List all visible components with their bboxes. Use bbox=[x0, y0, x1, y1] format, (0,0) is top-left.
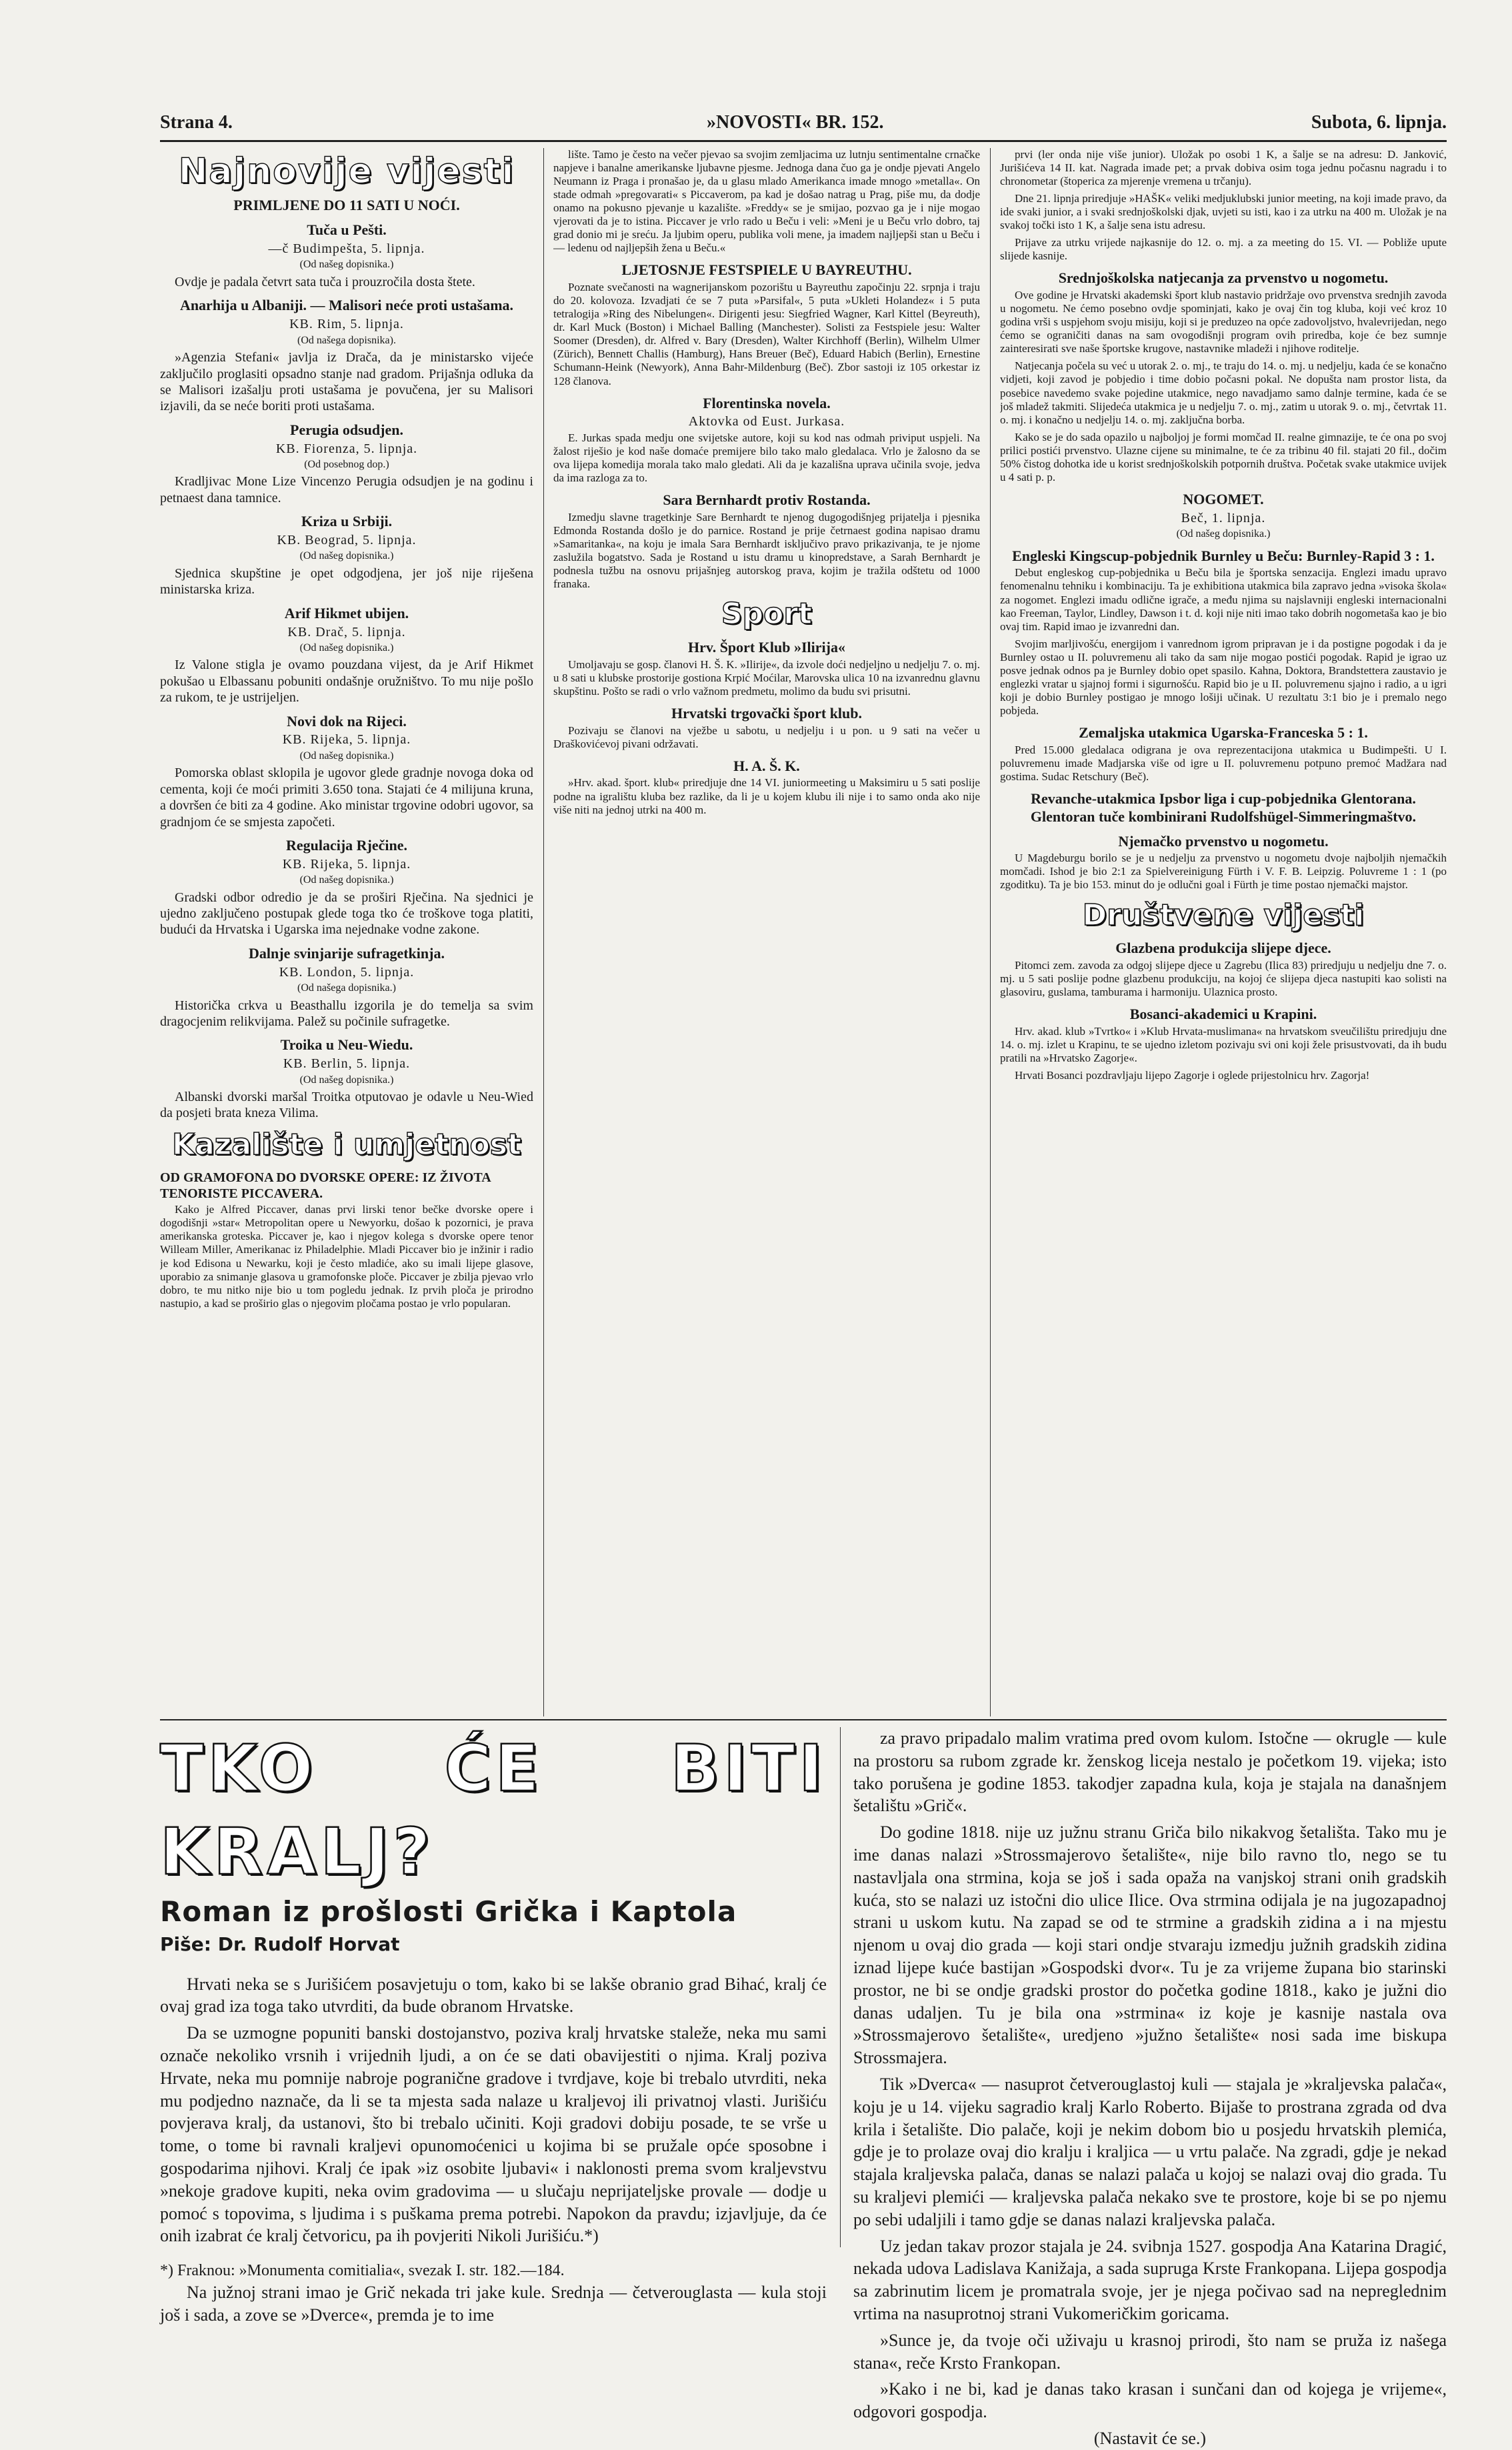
dateline: KB. Fiorenza, 5. lipnja. bbox=[275, 441, 418, 456]
article-text: Hrvati Bosanci pozdravljaju lijepo Zagorje i oglede prijestolnicu hrv. Zagorja! bbox=[1015, 1069, 1370, 1082]
article-text: Pomorska oblast sklopila je ugovor glede gradnje novoga doka od cementa, koji će moći primiti 3.650 tona. Stajati će 4 milijuna kruna, a dovršen će biti za 4 godine. Ako ministar trgovine odobri ugovor, sa gradnjom će se smjesta započeti. bbox=[160, 766, 533, 830]
article-text: Umoljavaju se gosp. članovi H. Š. K. »Ilirije«, da izvole doći nedjeljno u nedjelju 7. o. mj. u 8 sati u klubske prostorije gostiona Krpić Moćilar, Marovska ulica 10 na izvanrednu glavnu skupštinu. Pošto se radi o vrlo važnom predmetu, molimo da budu svi prisutni. bbox=[553, 658, 980, 698]
article-text: Albanski dvorski maršal Troitka otputovao je odavle u Neu-Wied da posjeti brata kneza Vilima. bbox=[160, 1090, 533, 1121]
column-1 bbox=[160, 148, 533, 1716]
serial-paragraph: »Kako i ne bi, kad je danas tako krasan i sunčani dan od kojega je vrijeme«, odgovori gospodja. bbox=[853, 2379, 1447, 2422]
article-text: Ove godine je Hrvatski akademski šport klub nastavio pridržaje ovo prvenstva srednjih zavoda u nogometu. Ne ćemo posebno ovdje spominjati, kako je ovaj čin tog kluba, koji već kroz 10 godina vrši s uspjehom svoju misiju, koji si je preduzeo na opće zadovoljstvo, hvalevrijedan, nego ćemo se ograničiti danas na sam ovogodišnji program ovih priredba, koje će bez sumnje zainteresirati sve naše športske krugove, nastavnike mladeži i njihove roditelje. bbox=[1000, 289, 1447, 355]
source-note: (Od našeg dopisnika.) bbox=[299, 750, 394, 762]
article-title: Njemačko prvenstvo u nogometu. bbox=[1118, 832, 1329, 850]
article-title: Revanche-utakmica Ipsbor liga i cup-pobjednika Glentorana. Glentoran tuče kombinirani Rudolfshügel-Simmeringmaštvo. bbox=[1030, 790, 1417, 825]
column-3 bbox=[1000, 148, 1447, 1716]
page-header bbox=[160, 107, 1447, 142]
serial-subtitle: Roman iz prošlosti Grička i Kaptola bbox=[160, 1895, 737, 1928]
article-title: Kriza u Srbiji. bbox=[301, 513, 393, 530]
article-text: Dne 21. lipnja priredjuje »HAŠK« veliki medjuklubski junior meeting, na koji imade pravo, da ide svaki junior, a i svaki srednjoškolski djak, uvjeti su isti, kao i za utrku na 400 m. Uložak je na svakoj točki isto 1 K, a šalje sena istu adresu. bbox=[1000, 192, 1447, 232]
dateline: KB. Rim, 5. lipnja. bbox=[289, 317, 404, 332]
column-rule bbox=[543, 148, 544, 1716]
article-text: Poznate svečanosti na wagnerijanskom pozorištu u Bayreuthu započinju 22. srpnja i traju do 20. kolovoza. Izvadjati će se 7 puta »Parsifal«, 5 puta »Ukleti Holandez« i 5 puta tetralogija »Ring des Nibelungen«. Dirigenti jesu: Siegfried Wagner, Karl Kittel (Beyreuth), dr. Karl Muck (Boston) i Michael Balling (Manchester). Solisti za Festspiele jesu: Walter Soomer (Dresden), dr. Alfred v. Bary (Dresden), Walter Kirchhoff (Berlin), Wilhelm Ulmer (Zürich), Bennett Challis (Hamburg), Hans Breuer (Beč), Eduard Habich (Berlin), Ernestine Schumann-Heink (Newyork), Anna Bahr-Mildenburg (Beč). Zbor sastoji iz 105 orkestar iz 128 članova. bbox=[553, 281, 980, 387]
serial-paragraph: za pravo pripadalo malim vratima pred ovom kulom. Istočne — okrugle — kule na prostoru sa rubom zgrade kr. ženskog liceja nestalo je početkom 19. vijeka; isto tako porušena je godine 1853. takodjer zapadna kula, koja je stajala na današnjem šetalištu »Grič«. bbox=[853, 1728, 1447, 1816]
dateline: —č Budimpešta, 5. lipnja. bbox=[268, 241, 425, 257]
article-text: Izmedju slavne tragetkinje Sare Bernhardt te njenog dugogodišnjeg prijatelja i pjesnika Edmonda Rostanda došlo je do parnice. Rostand je prije četrnaest godina napisao dramu »Samaritanka«, na koju je imala Sara Bernhardt isključivo pravo prikazivanja, te je njome zaslužila bogatstvo. Sada je Rostand u istu dramu u kinopredstave, a Sarah Bernhardt je podnesla tužbu na osnovu prijašnjeg autorskog prava, kojim je tražila odštetu od 1000 franaka. bbox=[553, 510, 980, 591]
article-text: Pozivaju se članovi na vježbe u sabotu, u nedjelju i u pon. u 9 sati na večer u Draškovićevoj pivani održavati. bbox=[553, 724, 980, 750]
serial-title: TKO ĆE BITI KRALJ? bbox=[160, 1731, 827, 1889]
section-title-news: Najnovije vijesti bbox=[178, 151, 515, 191]
article-text: Historička crkva u Beasthallu izgorila je do temelja sa svim dragocjenim relikvijama. Palež su počinile sufragetke. bbox=[160, 998, 533, 1029]
article-title: OD GRAMOFONA DO DVORSKE OPERE: IZ ŽIVOTA TENORISTE PICCAVERA. bbox=[160, 1170, 491, 1201]
article-text: U Magdeburgu borilo se je u nedjelju za prvenstvo u nogometu dvoje najboljih njemačkih momčadi. Ishod je bio 2:1 za Spielvereinigung Fürth i V. F. B. Leipzig. Poluvreme 1 : 1 (po zgoditku). Ta je bio 153. minut do je odlučni goal i Fürth je time postao njemački majstor. bbox=[1000, 852, 1447, 892]
article-text: Sjednica skupštine je opet odgodjena, jer još nije riješena ministarska kriza. bbox=[160, 565, 533, 597]
article-text: Hrv. akad. klub »Tvrtko« i »Klub Hrvata-muslimana« na hrvatskom sveučilištu priredjuju dne 14. o. mj. izlet u Krapinu, te se ujedno izletom pozivaju svi oni koji žele prisustvovati, da ih budu pratili na »Hrvatsko Zagorje«. bbox=[1000, 1025, 1447, 1065]
serial-left-column bbox=[160, 1727, 827, 2331]
serial-novel bbox=[160, 1727, 1447, 2448]
article-subtitle: Aktovka od Eust. Jurkasa. bbox=[688, 414, 845, 429]
source-note: (Od našeg dopisnika.) bbox=[299, 259, 394, 271]
source-note: (Od našeg dopisnika.) bbox=[299, 550, 394, 562]
section-title-society: Društvene vijesti bbox=[1082, 898, 1365, 932]
serial-author: Piše: Dr. Rudolf Horvat bbox=[160, 1933, 400, 1956]
article-text: prvi (ler onda nije više junior). Uložak po osobi 1 K, a šalje se na adresu: D. Janković, Jurišićeva 14 II. kat. Nagrada imade pet; a prvak dobiva osim toga jednu počasnu nagradu i to chronometar (štoperica za mjerenje vremena u trčanju). bbox=[1000, 148, 1447, 188]
article-title: Dalnje svinjarije sufragetkinja. bbox=[249, 944, 445, 962]
article-text: Kako je Alfred Piccaver, danas prvi lirski tenor bečke dvorske opere i dogodišnji »star« Metropolitan opere u Newyorku, došao k pozornici, je prava amerikanska groteska. Piccaver je, kao i njegov kolega s dvorske opere tenor Willeam Miller, Amerikanac iz Philadelphie. Mladi Piccaver bio je inžinir i radio je kod Edisona u Newarku, koji je često mladiće, ako su imali lijepe glasove, uporabio za snimanje glasova u gramofonske ploče. Piccaver je zbilja pjevao vrlo dobro, te mu nitko nije bio u tom pogledu jednak. Iz prvih ploča je prirodno nastupio, a kad se proširio glas o njegovim pločama postao je vrlo popularan. bbox=[160, 1203, 533, 1310]
source-note: (Od našega dopisnika). bbox=[297, 334, 396, 346]
dateline: Beč, 1. lipnja. bbox=[1181, 510, 1266, 525]
article-title: Sara Bernhardt protiv Rostanda. bbox=[663, 491, 871, 508]
article-title: Anarhija u Albaniji. — Malisori neće proti ustašama. bbox=[179, 297, 514, 314]
source-note: (Od posebnog dop.) bbox=[304, 458, 389, 470]
article-text: Ovdje je padala četvrt sata tuča i prouzročila dosta štete. bbox=[175, 275, 475, 289]
section-title-sport: Sport bbox=[721, 597, 813, 632]
serial-right-column bbox=[853, 1727, 1447, 2450]
serial-paragraph: Do godine 1818. nije uz južnu stranu Griča bilo nikakvog šetališta. Tako mu je ime danas nalazi »Strossmajerovo šetalište«, nije bilo ravno tlo, nego se tu nastavljala ona strmina, koja se još i sada opaža na vanjskoj strani onih gradskih kuća, sto se nalazi uz istočni dio ulice Ilice. Ova strmina odijala je na jugozapadnoj strani u uskom kutu. Na zapad se od te strmine a gradskih zidina a i na mjestu njenom u ovaj dio grada — koji stari ondje stvaraju izmedju južnih gradskih zidina iznad lijepe kuće bastijan »Gospodski dvor«. Tu je za vrijeme župana bio starinski prostor, ne bi se ondje gradski prostor do početka godine 1818., kako je južni dio danas udaljen. Tu je bila ona »strmina« iz koje je kasnije nastala ova »Strossmajerovo šetalište«, uredjeno »južno šetalište« nosi sada ime biskupa Strossmajera. bbox=[853, 1822, 1447, 2068]
article-title: Perugia odsudjen. bbox=[290, 421, 403, 438]
article-text: Kako se je do sada opazilo u najboljoj je formi momčad II. realne gimnazije, te će ona po svoj prilici postići prvenstvo. Ulazne cijene su minimalne, te će za tribinu 40 fil. stajati 20 fil., dočim 50% čistog dohotka ide u korist srednjoškolskih potpornih društva. Početak svake utakmice uvijek u 4 sati p. p. bbox=[1000, 430, 1447, 483]
article-text: Natjecanja počela su već u utorak 2. o. mj., te traju do 14. o. mj. u nedjelju, kada će se konačno vidjeti, koji zavod je pobjedio i time dobio počasni pokal. Ne dopušta nam prostor lista, da posebice navedemo svake pojedine utakmice, nego navadjamo samo dalnje termine, kada će se još mladež takmiti. Slijedeća utakmica je u nedjelju 7. o. mj., zatim u utorak 9. o. mj., četvrtak 11. o. mj. i konačno u nedjelju 14. o. mj. zaključna borba. bbox=[1000, 359, 1447, 426]
article-title: LJETOSNJE FESTSPIELE U BAYREUTHU. bbox=[621, 261, 912, 279]
article-text: lište. Tamo je često na večer pjevao sa svojim zemljacima uz lutnju sentimentalne crnačke napjeve i banalne amerikanske ljubavne pjesme. Jednoga dana čuo ga je ondje pjevati Angelo Neumann iz Praga i pronašao je, da u glasu mlado Amerikanca imade mnogo »metalla«. On stade odmah »pregovarati« s Piccaverom, pa kad je došao natrag u Prag, piše mu, da dodje onamo na pokusno pjevanje u kazalište. »Freddy« se je smijao, pozvao ga je i nije mogao vjerovati da je to istina. Piccaver je vrlo rado u Beču i veli: »Meni je u Beču vrlo dobro, taj grad donio mi je sreću. Ja ljubim operu, publika voli mene, ja imadem najljepši stan u Beču i — ledenu od najljepših žena u Beču.« bbox=[553, 148, 980, 255]
article-text: Pitomci zem. zavoda za odgoj slijepe djece u Zagrebu (Ilica 83) priredjuju u nedjelju dne 7. o. mj. u 5 sati poslije podne glazbenu produkciju, na kojoj će slijepa djeca nastupiti kao solisti na glasoviru, guslama, tamburama i harmoniju. Ulaznica prosto. bbox=[1000, 959, 1447, 999]
article-title: Regulacija Rječine. bbox=[285, 836, 408, 854]
article-title: H. A. Š. K. bbox=[733, 757, 800, 774]
article-title: Novi dok na Rijeci. bbox=[287, 712, 407, 730]
serial-paragraph: Hrvati neka se s Jurišićem posavjetuju o tom, kako bi se lakše obranio grad Bihać, kralj će ovaj grad iza toga tako utvrditi, da bude obranom Hrvatske. bbox=[160, 1974, 827, 2017]
serial-rule bbox=[160, 1719, 1447, 1720]
article-text: Pred 15.000 gledalaca odigrana je ova reprezentacijona utakmica u Budimpešti. U I. poluvremenu imade Madjarska više od igre u II. poluvremenu potpuno premoć Madžara nad gostima. Sudac Retschury (Beč). bbox=[1000, 743, 1447, 783]
newspaper-title: »NOVOSTI« BR. 152. bbox=[707, 112, 884, 133]
article-text: Svojim marljivošću, energijom i vanrednom igrom pripravan je i da postigne pogodak i da je Burnley ostao u II. poluvremenu ali tako da sam nije mogao postići pogodak. Rapid je igrao uz posve jednak odnos pa je Burnley dobio opet spasilo. Kahna, Doktora, Brandstettera zaustavio je englezki vratar u sjajnoj formi i sigurnošću. Rapid bio je u II. poluvremenu sjajno i radio, a u igri koji je dobio Burnley postigao je mnogo lošiji učinak. U rezultatu 3:1 bio je i premalo nego pobjeda. bbox=[1000, 637, 1447, 717]
footnote: *) Fraknou: »Monumenta comitialia«, svezak I. str. 182.—184. bbox=[160, 2262, 565, 2280]
dateline: KB. London, 5. lipnja. bbox=[279, 964, 415, 980]
dateline: KB. Beograd, 5. lipnja. bbox=[277, 533, 417, 548]
article-title: Arif Hikmet ubijen. bbox=[284, 604, 409, 622]
source-note: (Od našeg dopisnika.) bbox=[299, 642, 394, 654]
article-text: Kradljivac Mone Lize Vincenzo Perugia odsudjen je na godinu i petnaest dana tamnice. bbox=[160, 474, 533, 505]
dateline: KB. Rijeka, 5. lipnja. bbox=[282, 856, 411, 872]
article-title: Glazbena produkcija slijepe djece. bbox=[1115, 940, 1331, 957]
article-title: Hrvatski trgovački šport klub. bbox=[671, 704, 863, 722]
section-title-theatre: Kazalište i umjetnost bbox=[172, 1127, 521, 1162]
source-note: (Od našeg dopisnika.) bbox=[299, 874, 394, 886]
serial-paragraph: Da se uzmogne popuniti banski dostojanstvo, poziva kralj hrvatske staleže, neka mu sami označe nekoliko vrsnih i vrijednih ljudi, a on će se dati obavijestiti o njima. Kralj poziva Hrvate, neka mu pomnije nabroje pogranične gradove i tvrdjave, koje bi trebalo utvrditi, neka mu podjedno naznače, da li se ta mjesta sada nalaze u kraljevoj ili privatnoj vlasti. Jurišiću povjerava kralj, da ustanovi, što bi trebalo učiniti. Koji gradovi dobiju posade, te se vrše u tome, o tome bi ravnali kraljevi opunomoćenici u kojima bi se pružale opće sposobne i gospodarima njihovi. Kralj će ipak »iz osobite ljubavi« i naklonosti prema svom kraljevstvu »nekoje gradove kupiti, neka ovim gradovima — u slučaju neprijateljske provale — dodje u pomoć s topovima, s ljudima i s puškama prema potrebi. Napokon da pravdu; izjavljuje, da će onih izabrat će kralj četvoricu, pa ih povjeriti Nikoli Jurišiću.*) bbox=[160, 2023, 827, 2246]
article-text: Iz Valone stigla je ovamo pouzdana vijest, da je Arif Hikmet pokušao u Elbassanu pobuniti ondašnje oružništvo. To mu nije pošlo za rukom, te je ustrijeljen. bbox=[160, 658, 533, 706]
article-text: Prijave za utrku vrijede najkasnije do 12. o. mj. a za meeting do 15. VI. — Pobliže upute slijede kasnije. bbox=[1000, 236, 1447, 263]
article-text: Gradski odbor odredio je da se proširi Rječina. Na sjednici je ujedno zaključeno postupak glede toga tko će troškove toga platiti, budući da Hrvatska i Ugarska ima nejednake vodne zakone. bbox=[160, 890, 533, 938]
column-rule bbox=[990, 148, 991, 1716]
serial-paragraph: Na južnoj strani imao je Grič nekada tri jake kule. Srednja — četverouglasta — kula stoji još i sada, a zove se »Dverce«, premda je to ime bbox=[160, 2283, 827, 2325]
column-rule bbox=[840, 1727, 841, 2247]
article-title: Zemaljska utakmica Ugarska-Franceska 5 : 1. bbox=[1079, 724, 1368, 741]
article-title: Srednjoškolska natjecanja za prvenstvo u nogometu. bbox=[1058, 269, 1389, 287]
article-title: Engleski Kingscup-pobjednik Burnley u Beču: Burnley-Rapid 3 : 1. bbox=[1012, 547, 1435, 564]
issue-date: Subota, 6. lipnja. bbox=[1311, 112, 1447, 133]
serial-paragraph: Uz jedan takav prozor stajala je 24. svibnja 1527. gospodja Ana Katarina Dragić, nekada udova Ladislava Kanižaja, a sada supruga Krste Frankopana. Lijepa gospodja sa zabrinutim licem je promatrala svoje, jer je njega počivao sad na nepreglednim vrtima na nasuprotnoj strani Vukomeričkim goricama. bbox=[853, 2236, 1447, 2323]
article-text: »Hrv. akad. šport. klub« priredjuje dne 14 VI. juniormeeting u Maksimiru u 5 sati poslije podne na igralištu kluba bez razlike, da li je u kojem klubu ili nije i to samo onda ako nije više niti na jednoj utrki na 400 m. bbox=[553, 776, 980, 816]
to-be-continued: (Nastavit će se.) bbox=[1093, 2428, 1207, 2448]
source-note: (Od našeg dopisnika.) bbox=[299, 1074, 394, 1086]
newspaper-page bbox=[160, 107, 1447, 2448]
source-note: (Od našeg dopisnika.) bbox=[1176, 528, 1271, 540]
dateline: KB. Drač, 5. lipnja. bbox=[287, 624, 406, 640]
dateline: KB. Rijeka, 5. lipnja. bbox=[282, 732, 411, 748]
article-title: Hrv. Šport Klub »Ilirija« bbox=[688, 638, 845, 656]
source-note: (Od našega dopisnika.) bbox=[297, 982, 396, 994]
article-text: E. Jurkas spada medju one svijetske autore, koji su kod nas odmah priviput uspjeli. Na žalost riješio je kod naše domaće premijere bilo tako malo gledalaca. Vrlo je žalosno da se ova lijepa komedija morala tako malo gledati. Ali da je kazališna uprava učinila svoje, jedva da ima razloga za to. bbox=[553, 431, 980, 484]
article-text: »Agenzia Stefani« javlja iz Drača, da je ministarsko vijeće zaključilo proglasiti opsadno stanje nad gradom. Prijašnja odluka da se Malisori izašalju proti ustašama je povučena, jer su Malisori izjavili, da se neće boriti proti ustašama. bbox=[160, 350, 533, 414]
column-2 bbox=[553, 148, 980, 1716]
article-title: Troika u Neu-Wiedu. bbox=[280, 1036, 413, 1054]
serial-paragraph: Tik »Dverca« — nasuprot četverouglastoj kuli — stajala je »kraljevska palača«, koju je u 14. vijeku sagradio kralj Karlo Roberto. Bijaše to prostrana zgrada od dva krila i šetalište. Dio palače, koji je nekim dobom bio u posjedu hrvatskih plemića, gdje je to prolaze ovaj dio kralju i kraljica — u vrtu palače. Na zgradi, gdje je nekad stajala kraljevska palača, danas se nalazi palača u kojoj se nalazi ovaj dio grada. Tu su kraljevi plemići — kraljevska palača nekako sve te prostore, koje bi se po njemu po sebi udaljili i tamo gdje se danas nalazi kraljevska palača. bbox=[853, 2074, 1447, 2229]
news-subtitle: PRIMLJENE DO 11 SATI U NOĆI. bbox=[233, 197, 460, 214]
article-title: Bosanci-akademici u Krapini. bbox=[1129, 1006, 1317, 1023]
dateline: KB. Berlin, 5. lipnja. bbox=[283, 1056, 411, 1072]
serial-paragraph: »Sunce je, da tvoje oči uživaju u krasnoj prirodi, što nam se pruža iz našega stana«, reče Krsto Frankopan. bbox=[853, 2330, 1447, 2373]
article-text: Debut engleskog cup-pobjednika u Beču bila je športska senzacija. Englezi imadu upravo fenomenalnu tehniku i kombinaciju. Ta je exhibitiona utakmica bila zapravo jedna »visoka škola« za nogomet. Englezi imadu odlične igrače, a među njima su najslavniji engleski internacionalni kao Freeman, Taylor, Lindley, Dawson i t. d. koji nije niti imao tako dobrih nogometaša kao je bio ovaj tim. Rapid imao je izvanredni dan. bbox=[1000, 566, 1447, 633]
article-title: Florentinska novela. bbox=[703, 394, 831, 411]
article-title: Tuča u Pešti. bbox=[307, 221, 387, 239]
article-title: NOGOMET. bbox=[1183, 490, 1264, 507]
page-number: Strana 4. bbox=[160, 112, 233, 133]
